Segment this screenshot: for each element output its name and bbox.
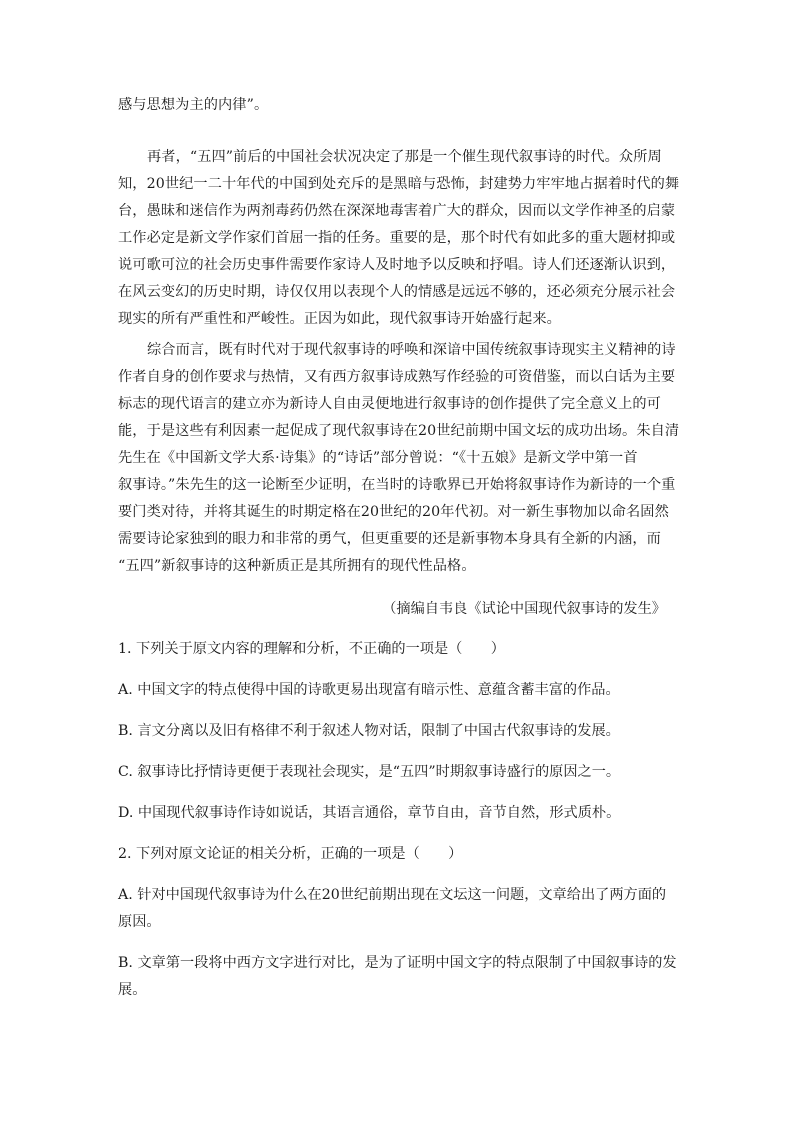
paragraph-2 [118,144,680,333]
text-line: 叙事诗。”朱先生的这一论断至少证明，在当时的诗歌界已开始将叙事诗作为新诗的一个重 [118,477,676,493]
text-line: 要门类对待，并将其诞生的时期定格在20世纪的20年代初。对一新生事物加以命名固然 [118,504,669,520]
text-line: 知，20世纪一二十年代的中国到处充斥的是黑暗与恐怖，封建势力牢牢地占据着时代的舞 [118,176,680,192]
question-1-stem: 1. 下列关于原文内容的理解和分析，不正确的一项是（ ） [118,641,505,657]
paragraph-3 [118,337,680,580]
text-line: 综合而言，既有时代对于现代叙事诗的呼唤和深谙中国传统叙事诗现实主义精神的诗 [147,342,676,358]
text-line: 在风云变幻的历史时期，诗仅仅用以表现个人的情感是远远不够的，还必须充分展示社会 [118,284,676,300]
paragraph-intro [118,92,674,119]
question-2-option-b [118,950,678,1004]
text-line: 现实的所有严重性和严峻性。正因为如此，现代叙事诗开始盛行起来。 [118,311,561,327]
text-line: 原因。 [118,914,161,930]
question-1-option-a: A. 中国文字的特点使得中国的诗歌更易出现富有暗示性、意蕴含蓄丰富的作品。 [118,682,620,698]
question-1-option-b: B. 言文分离以及旧有格律不利于叙述人物对话，限制了中国古代叙事诗的发展。 [118,723,620,739]
question-2-stem: 2. 下列对原文论证的相关分析，正确的一项是（ ） [118,846,463,862]
text-line: 标志的现代语言的建立亦为新诗人自由灵便地进行叙事诗的创作提供了完全意义上的可 [118,396,661,412]
text-line: 作者自身的创作要求与热情，又有西方叙事诗成熟写作经验的可资借鉴，而以白话为主要 [118,369,676,385]
question-1-option-d: D. 中国现代叙事诗作诗如说话，其语言通俗，章节自由，音节自然，形式质朴。 [118,805,621,821]
text-line: 需要诗论家独到的眼力和非常的勇气，但更重要的还是新事物本身具有全新的内涵，而 [118,531,661,547]
question-2-option-a [118,882,678,936]
source-citation: （摘编自韦良《试论中国现代叙事诗的发生》 [382,601,666,617]
text-line: 说可歌可泣的社会历史事件需要作家诗人及时地予以反映和抒唱。诗人们还逐渐认识到， [118,257,676,273]
text-line: B. 文章第一段将中西方文字进行对比，是为了证明中国文字的特点限制了中国叙事诗的发 [118,955,677,971]
text-line: 能，于是这些有利因素一起促成了现代叙事诗在20世纪前期中国文坛的成功出场。朱自清 [118,423,680,439]
text-line: 工作必定是新文学作家们首屈一指的任务。重要的是，那个时代有如此多的重大题材抑或 [118,230,676,246]
text-line: “五四”新叙事诗的这种新质正是其所拥有的现代性品格。 [118,558,476,574]
text-line: 台，愚昧和迷信作为两剂毒药仍然在深深地毒害着广大的群众，因而以文学作神圣的启蒙 [118,203,676,219]
text-line: 展。 [118,982,147,998]
text-line: 先生在《中国新文学大系·诗集》的“诗话”部分曾说：“《十五娘》是新文学中第一首 [118,450,638,466]
text-line: 再者，“五四”前后的中国社会状况决定了那是一个催生现代叙事诗的时代。众所周 [147,149,662,165]
question-1-option-c: C. 叙事诗比抒情诗更便于表现社会现实，是“五四”时期叙事诗盛行的原因之一。 [118,764,621,780]
text-line: A. 针对中国现代叙事诗为什么在20世纪前期出现在文坛这一问题，文章给出了两方面的 [118,887,667,903]
text-line: 感与思想为主的内律”。 [118,97,269,113]
